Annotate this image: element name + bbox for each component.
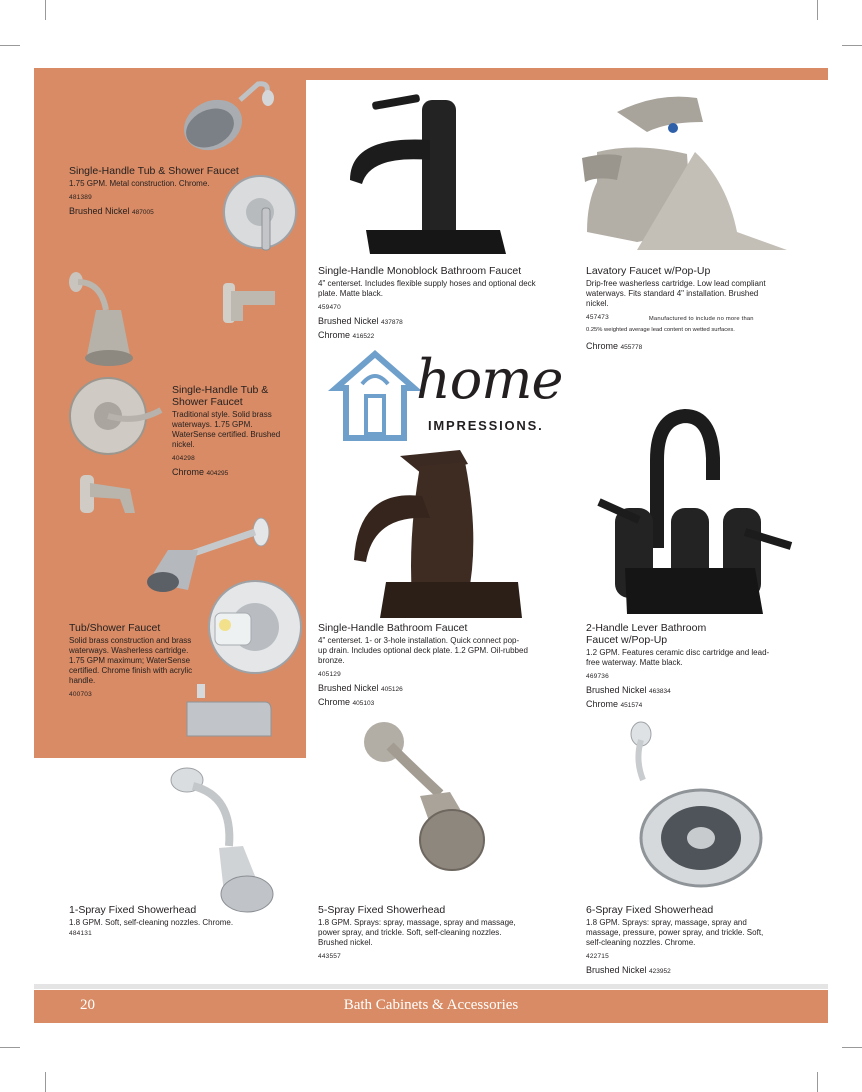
finish-option: Brushed Nickel 437878 Chrome 416522 [318, 316, 403, 340]
product-sku: 481389 [69, 194, 92, 201]
product-name: Tub/Shower Faucet [69, 622, 161, 634]
product-sku: 459470 [318, 304, 341, 311]
product-description: 1.2 GPM. Features ceramic disc cartridge and lead-free waterway. Matte black. [586, 648, 770, 667]
spout-image-2 [80, 475, 140, 520]
product-five-spray-showerhead [318, 904, 528, 960]
bronze-faucet-image [350, 448, 525, 623]
product-description: Traditional style. Solid brass waterways. 1.75 GPM. WaterSense certified. Brushed nickel. [172, 410, 281, 449]
chrome-tub-spout-image [185, 684, 275, 744]
five-spray-showerhead-image [360, 716, 490, 876]
product-sku: 422715 [586, 953, 609, 960]
product-sku: 457473 Manufactured to include no more than [586, 314, 754, 322]
monoblock-faucet-image [340, 80, 510, 260]
product-description: 4" centerset. Includes flexible supply hoses and optional deck plate. Matte black. [318, 279, 536, 298]
product-sku: 469736 [586, 673, 609, 680]
rain-showerhead-image [180, 80, 280, 160]
nickel-showerhead-image [66, 270, 156, 370]
product-monoblock-faucet [318, 265, 540, 343]
two-handle-faucet-image [595, 408, 795, 618]
product-description: 1.8 GPM. Soft, self-cleaning nozzles. Chrome. [69, 918, 234, 927]
product-name: 5-Spray Fixed Showerhead [318, 904, 446, 916]
product-one-spray-showerhead [69, 904, 269, 937]
footer-divider [34, 984, 828, 989]
finish-option: Brushed Nickel 405126 Chrome 405103 [318, 683, 403, 707]
product-sku: 443557 [318, 953, 341, 960]
logo-house-icon [332, 350, 418, 442]
product-tub-shower-faucet-1 [69, 165, 259, 219]
page-number: 20 [80, 997, 95, 1013]
product-sku: 484131 [69, 930, 92, 937]
product-single-handle-bathroom-faucet [318, 622, 528, 710]
six-spray-showerhead-image [625, 720, 765, 890]
acrylic-handle-trim-image [205, 575, 305, 685]
lavatory-faucet-image [577, 92, 792, 257]
finish-option: Chrome 455778 [586, 341, 643, 351]
finish-option: Brushed Nickel 423952 [586, 965, 671, 975]
product-tub-shower-faucet-2 [172, 384, 294, 480]
brand-name: home [416, 348, 563, 411]
product-lavatory-faucet [586, 265, 776, 354]
product-name: Single-Handle Bathroom Faucet [318, 622, 468, 634]
product-name: Single-Handle Tub & Shower Faucet [172, 384, 269, 408]
tub-spout-image [223, 283, 283, 328]
product-description: 4" centerset. 1- or 3-hole installation. Quick connect pop-up drain. Includes optional deck plate. 1.2 GPM. Oil-rubbed bronze. [318, 636, 528, 665]
product-name: Lavatory Faucet w/Pop-Up [586, 265, 711, 277]
product-description: 1.8 GPM. Sprays: spray, massage, spray and massage, power spray, and trickle. Soft, self-cleaning nozzles. Brushed nickel. [318, 918, 516, 947]
lead-content-note: 0.25% weighted average lead content on wetted surfaces. [586, 327, 735, 333]
product-tub-shower-faucet-3 [69, 622, 197, 698]
finish-option: Chrome 404295 [172, 467, 229, 477]
product-name: 6-Spray Fixed Showerhead [586, 904, 714, 916]
page-footer [34, 990, 828, 1023]
product-name: Single-Handle Tub & Shower Faucet [69, 165, 239, 177]
valve-trim-image [66, 372, 166, 462]
product-six-spray-showerhead [586, 904, 770, 978]
brand-subtitle: IMPRESSIONS. [428, 418, 544, 433]
finish-option: Brushed Nickel 463834 Chrome 451574 [586, 685, 671, 709]
product-two-handle-faucet [586, 622, 770, 712]
product-sku: 405129 [318, 671, 341, 678]
product-description: Drip-free washerless cartridge. Low lead compliant waterways. Fits standard 4" installation. Brushed nickel. [586, 279, 766, 308]
product-name: 2-Handle Lever Bathroom Faucet w/Pop-Up [586, 622, 707, 646]
section-title: Bath Cabinets & Accessories [343, 997, 519, 1013]
product-sku: 404298 [172, 455, 195, 462]
product-sku: 400703 [69, 691, 92, 698]
one-spray-showerhead-image [165, 766, 285, 916]
product-description: 1.8 GPM. Sprays: spray, massage, spray and massage, pressure, power spray, and trickle. Soft, self-cleaning nozzles. Chrome. [586, 918, 764, 947]
product-description: Solid brass construction and brass waterways. Washerless cartridge. 1.75 GPM maximum; WaterSense certified. Chrome finish with acrylic handle. [69, 636, 193, 685]
finish-option: Brushed Nickel 487005 [69, 206, 154, 216]
product-name: 1-Spray Fixed Showerhead [69, 904, 197, 916]
product-description: 1.75 GPM. Metal construction. Chrome. [69, 179, 210, 188]
product-name: Single-Handle Monoblock Bathroom Faucet [318, 265, 522, 277]
